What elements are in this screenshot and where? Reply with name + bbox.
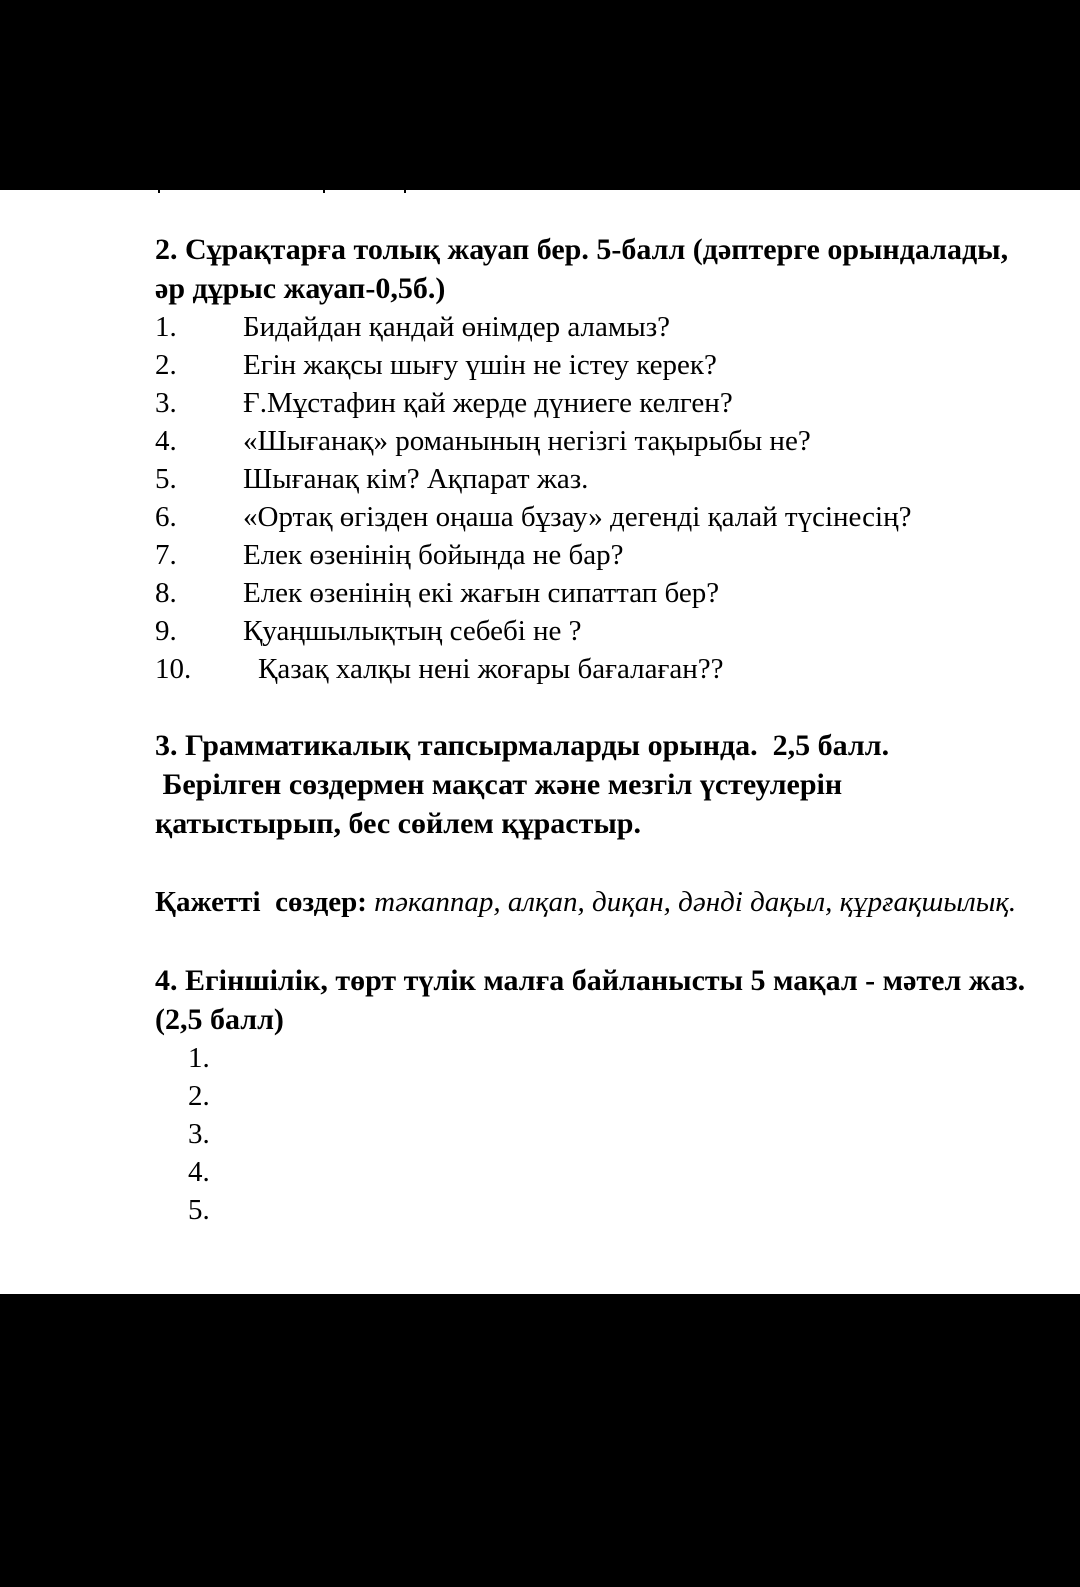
question-text: Қуаңшылықтың себебі не ? — [243, 615, 582, 647]
question-number: 6. — [155, 501, 177, 533]
section-3-heading-line: Берілген сөздермен мақсат және мезгіл үстеулерін — [155, 768, 843, 801]
answer-number: 1. — [188, 1042, 210, 1074]
question-item — [155, 422, 1035, 460]
required-words — [155, 881, 1035, 923]
question-item — [155, 574, 1035, 612]
question-item — [155, 346, 1035, 384]
question-text: Шығанақ кім? Ақпарат жаз. — [243, 463, 589, 495]
cropped-text-fragment — [404, 190, 410, 193]
answer-number: 5. — [188, 1194, 210, 1226]
cropped-text-fragment — [323, 190, 329, 193]
question-list — [155, 308, 1035, 688]
worksheet-page — [0, 190, 1080, 1294]
question-text: Ғ.Мұстафин қай жерде дүниеге келген? — [243, 387, 733, 419]
answer-number: 4. — [188, 1156, 210, 1188]
question-number: 8. — [155, 577, 177, 609]
question-number: 10. — [155, 653, 192, 685]
answer-number: 3. — [188, 1118, 210, 1150]
question-number: 5. — [155, 463, 177, 495]
spacer — [155, 688, 1035, 726]
spacer — [155, 923, 1035, 961]
worksheet-content — [155, 230, 1041, 1229]
section-3-heading-line: 3. Грамматикалық тапсырмаларды орында. 2,5 балл. — [155, 729, 890, 762]
question-item — [155, 460, 1035, 498]
bottom-black-band — [0, 1294, 1080, 1587]
answer-number: 2. — [188, 1080, 210, 1112]
answer-list — [155, 1039, 1035, 1229]
question-text: Елек өзенінің бойында не бар? — [243, 539, 624, 571]
cropped-text-fragment — [158, 190, 164, 193]
section-2-heading: 2. Сұрақтарға толық жауап бер. 5-балл (дәптерге орындалады, әр дұрыс жауап-0,5б.) — [155, 233, 1009, 305]
question-text: «Ортақ өгізден оңаша бұзау» дегенді қалай түсінесің? — [243, 501, 912, 533]
question-number: 9. — [155, 615, 177, 647]
top-black-band — [0, 0, 1080, 190]
section-3-heading-line: қатыстырып, бес сөйлем құрастыр. — [155, 807, 641, 840]
section-2 — [155, 230, 1035, 688]
required-words-label: Қажетті сөздер: — [155, 886, 367, 918]
question-text: Елек өзенінің екі жағын сипаттап бер? — [243, 577, 720, 609]
section-4 — [155, 961, 1041, 1229]
spacer — [155, 843, 1035, 881]
question-item — [155, 308, 1035, 346]
question-number: 7. — [155, 539, 177, 571]
question-text: Бидайдан қандай өнімдер аламыз? — [243, 311, 671, 343]
question-number: 1. — [155, 311, 177, 343]
question-item — [155, 536, 1035, 574]
question-item — [155, 384, 1035, 422]
question-item — [155, 650, 1035, 688]
question-item — [155, 498, 1035, 536]
question-number: 2. — [155, 349, 177, 381]
question-number: 3. — [155, 387, 177, 419]
question-text: Қазақ халқы нені жоғары бағалаған?? — [258, 653, 724, 685]
question-item — [155, 612, 1035, 650]
question-text: «Шығанақ» романының негізгі тақырыбы не? — [243, 425, 811, 457]
required-words-list: тәкаппар, алқап, диқан, дәнді дақыл, құрғақшылық. — [366, 886, 1017, 918]
section-3 — [155, 726, 1035, 923]
question-text: Егін жақсы шығу үшін не істеу керек? — [243, 349, 717, 381]
section-4-heading: 4. Егіншілік, төрт түлік малға байланысты 5 мақал - мәтел жаз. (2,5 балл) — [155, 964, 1041, 1036]
question-number: 4. — [155, 425, 177, 457]
